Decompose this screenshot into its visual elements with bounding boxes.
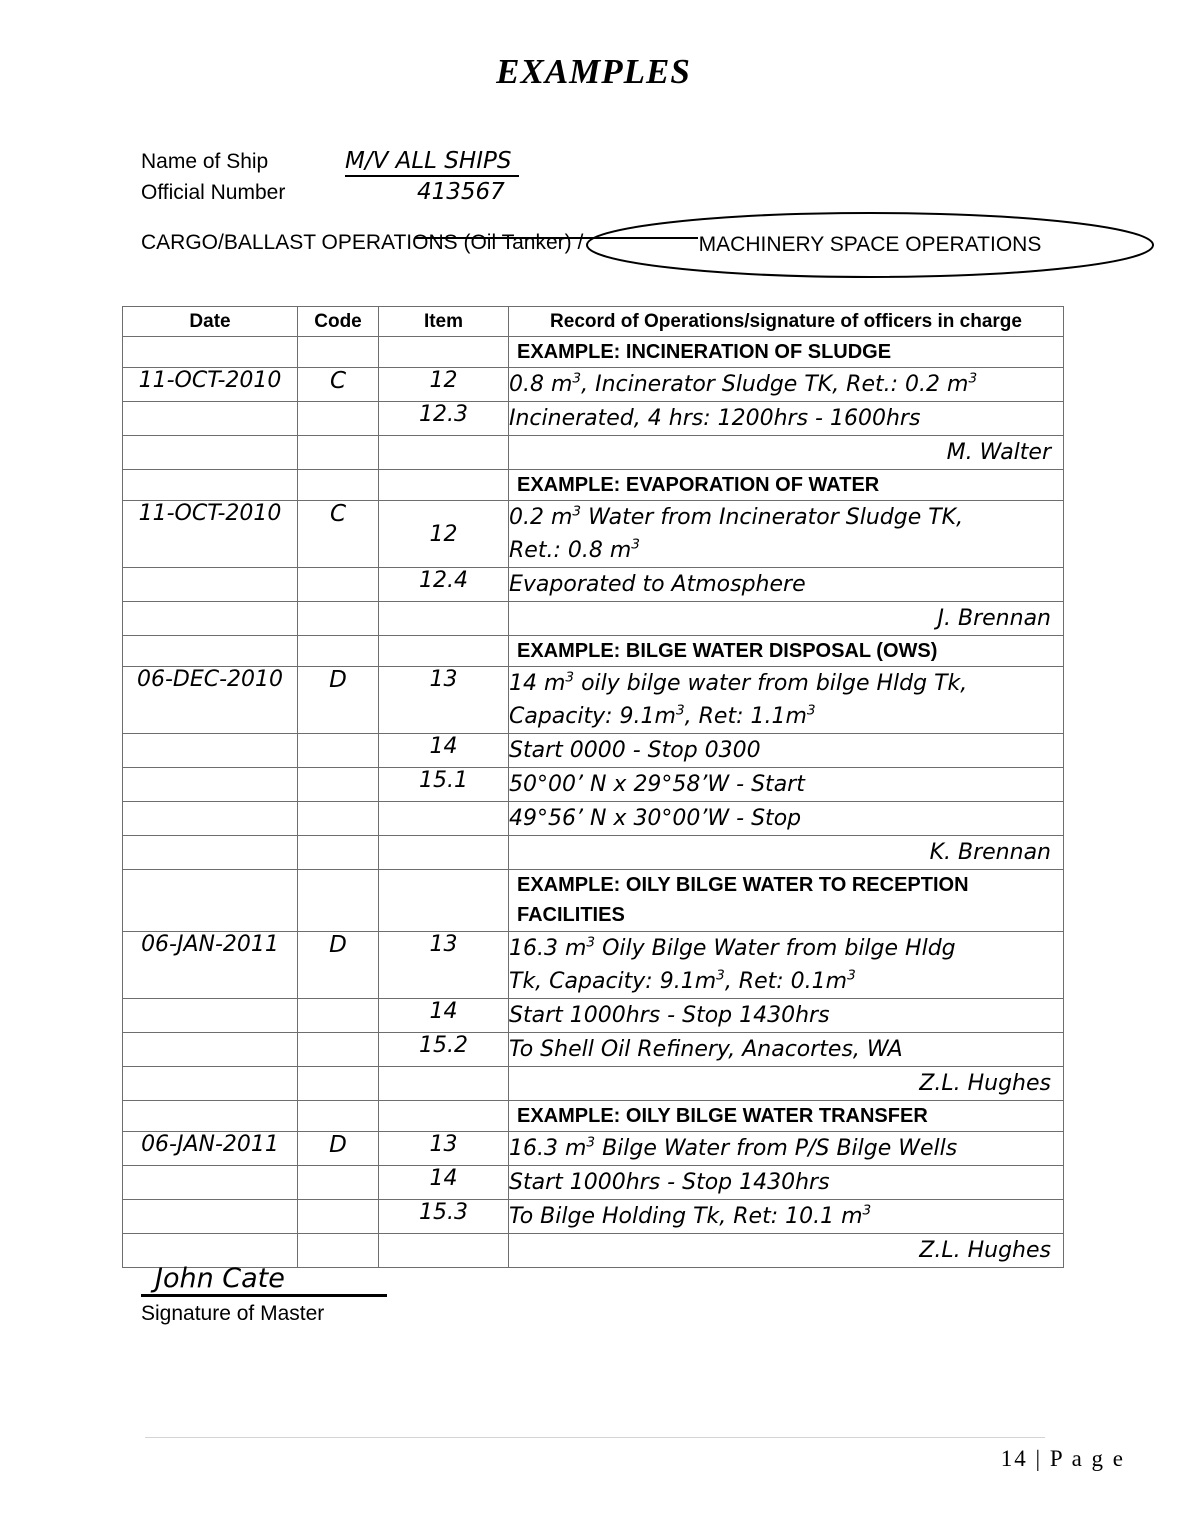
cell-item: 14 [379, 999, 509, 1033]
table-row [123, 368, 1064, 402]
table-row [123, 568, 1064, 602]
cell-code [298, 999, 379, 1033]
footer-divider [145, 1437, 1045, 1438]
cell-date [123, 636, 298, 667]
record-of-operations-table [122, 306, 1064, 1268]
cell-code [298, 602, 379, 636]
cell-item: 12 [379, 501, 509, 568]
cell-record: To Shell Oil Refinery, Anacortes, WA [509, 1033, 1064, 1067]
cell-item: 14 [379, 1166, 509, 1200]
cell-record: J. Brennan [509, 602, 1064, 636]
cell-item: 12.3 [379, 402, 509, 436]
cell-date [123, 337, 298, 368]
operations-type-line: CARGO/BALLAST OPERATIONS (Oil Tanker) / [141, 231, 584, 254]
cell-date [123, 436, 298, 470]
cell-code [298, 802, 379, 836]
table-row [123, 768, 1064, 802]
cell-code [298, 734, 379, 768]
cell-date [123, 1101, 298, 1132]
cell-item [379, 470, 509, 501]
cell-record: Start 1000hrs - Stop 1430hrs [509, 999, 1064, 1033]
cell-item [379, 802, 509, 836]
cell-date: 11-OCT-2010 [123, 501, 298, 568]
cell-date [123, 470, 298, 501]
cell-record: EXAMPLE: OILY BILGE WATER TO RECEPTION FACILITIES [509, 870, 1064, 932]
cell-date [123, 602, 298, 636]
column-header-item: Item [379, 307, 509, 337]
cell-code: C [298, 368, 379, 402]
cell-date: 06-DEC-2010 [123, 667, 298, 734]
cell-item [379, 337, 509, 368]
cell-date [123, 768, 298, 802]
page-number: 14 | P a g e [1000, 1446, 1125, 1471]
cell-code [298, 836, 379, 870]
cell-record: Z.L. Hughes [509, 1234, 1064, 1268]
name-of-ship-row [141, 148, 1151, 179]
table-header-row [123, 307, 1064, 337]
page-title: EXAMPLES [496, 52, 691, 91]
cell-date: 11-OCT-2010 [123, 368, 298, 402]
cell-item [379, 1101, 509, 1132]
cell-code [298, 1033, 379, 1067]
cell-code: D [298, 932, 379, 999]
cell-record: EXAMPLE: INCINERATION OF SLUDGE [509, 337, 1064, 368]
cell-code [298, 1067, 379, 1101]
cell-date [123, 999, 298, 1033]
cell-code: C [298, 501, 379, 568]
cell-record: EXAMPLE: OILY BILGE WATER TRANSFER [509, 1101, 1064, 1132]
cell-item: 15.3 [379, 1200, 509, 1234]
table-row [123, 1067, 1064, 1101]
cell-item: 15.2 [379, 1033, 509, 1067]
cell-date [123, 1067, 298, 1101]
cell-item: 13 [379, 667, 509, 734]
column-header-date: Date [123, 307, 298, 337]
cell-code [298, 870, 379, 932]
cell-code [298, 337, 379, 368]
cell-code [298, 636, 379, 667]
cell-code [298, 1166, 379, 1200]
cell-date: 06-JAN-2011 [123, 932, 298, 999]
cell-item [379, 436, 509, 470]
table-row [123, 636, 1064, 667]
table-row [123, 802, 1064, 836]
table-row [123, 1101, 1064, 1132]
circled-selection [585, 211, 1155, 279]
cell-code [298, 1200, 379, 1234]
cell-item: 12 [379, 368, 509, 402]
cell-code [298, 1101, 379, 1132]
cell-record: Start 1000hrs - Stop 1430hrs [509, 1166, 1064, 1200]
table-row [123, 402, 1064, 436]
table-row [123, 734, 1064, 768]
cell-code [298, 768, 379, 802]
table-row [123, 836, 1064, 870]
cell-record: To Bilge Holding Tk, Ret: 10.1 $m^3$ [509, 1200, 1064, 1234]
table-row [123, 1200, 1064, 1234]
cell-date [123, 402, 298, 436]
machinery-space-operations-label: MACHINERY SPACE OPERATIONS [698, 233, 1042, 256]
cell-date: 06-JAN-2011 [123, 1132, 298, 1166]
cell-record: 14 $m^3$ oily bilge water from bilge Hldg Tk, Capacity: $9.1m^3$, Ret: $1.1m^3$ [509, 667, 1064, 734]
cell-item: 13 [379, 932, 509, 999]
table-row [123, 470, 1064, 501]
official-number-row [141, 179, 1151, 210]
cell-item: 12.4 [379, 568, 509, 602]
table-row [123, 667, 1064, 734]
table-row [123, 1033, 1064, 1067]
cell-item [379, 870, 509, 932]
cell-record: EXAMPLE: EVAPORATION OF WATER [509, 470, 1064, 501]
cell-code [298, 470, 379, 501]
cell-item: 15.1 [379, 768, 509, 802]
cell-date [123, 802, 298, 836]
table-row [123, 932, 1064, 999]
cell-date [123, 1033, 298, 1067]
cell-record: 16.3 $m^3$ Oily Bilge Water from bilge Hldg Tk, Capacity: $9.1m^3$, Ret: $0.1m^3$ [509, 932, 1064, 999]
cell-item [379, 602, 509, 636]
cell-code [298, 402, 379, 436]
cell-item [379, 636, 509, 667]
cell-record: Z.L. Hughes [509, 1067, 1064, 1101]
official-number-label: Official Number [141, 181, 286, 204]
table-row [123, 1132, 1064, 1166]
column-header-code: Code [298, 307, 379, 337]
cell-record: Incinerated, 4 hrs: 1200hrs - 1600hrs [509, 402, 1064, 436]
table-row [123, 870, 1064, 932]
cell-record: M. Walter [509, 436, 1064, 470]
table-row [123, 999, 1064, 1033]
table-row [123, 602, 1064, 636]
master-signature-caption: Signature of Master [141, 1302, 325, 1325]
cell-record: 49°56’ N x 30°00’W - Stop [509, 802, 1064, 836]
table-row [123, 1166, 1064, 1200]
ship-identification-block [141, 148, 1151, 210]
master-signature-block [141, 1262, 561, 1328]
cell-item [379, 836, 509, 870]
cell-item: 13 [379, 1132, 509, 1166]
master-signature-value: John Cate [155, 1263, 285, 1294]
cell-date [123, 870, 298, 932]
cell-date [123, 836, 298, 870]
cell-record: EXAMPLE: BILGE WATER DISPOSAL (OWS) [509, 636, 1064, 667]
cell-record: 50°00’ N x 29°58’W - Start [509, 768, 1064, 802]
cell-record: 0.2 $m^3$ Water from Incinerator Sludge TK, Ret.: 0.8 $m^3$ [509, 501, 1064, 568]
table-body [123, 337, 1064, 1268]
table-row [123, 337, 1064, 368]
cell-item: 14 [379, 734, 509, 768]
cell-date [123, 568, 298, 602]
cell-code [298, 436, 379, 470]
table-row [123, 436, 1064, 470]
cell-record: K. Brennan [509, 836, 1064, 870]
cell-date [123, 1166, 298, 1200]
cell-code [298, 568, 379, 602]
official-number-value: 413567 [417, 179, 505, 205]
cell-code: D [298, 667, 379, 734]
table-row [123, 501, 1064, 568]
column-header-record: Record of Operations/signature of officers in charge [509, 307, 1064, 337]
cell-record: Start 0000 - Stop 0300 [509, 734, 1064, 768]
cell-code: D [298, 1132, 379, 1166]
cell-date [123, 734, 298, 768]
cell-record: 0.8 $m^3$, Incinerator Sludge TK, Ret.: 0.2 $m^3$ [509, 368, 1064, 402]
cell-record: 16.3 $m^3$ Bilge Water from P/S Bilge Wells [509, 1132, 1064, 1166]
name-of-ship-label: Name of Ship [141, 150, 269, 173]
cell-date [123, 1200, 298, 1234]
name-of-ship-value: M/V ALL SHIPS [345, 148, 512, 174]
cell-item [379, 1067, 509, 1101]
cell-record: Evaporated to Atmosphere [509, 568, 1064, 602]
